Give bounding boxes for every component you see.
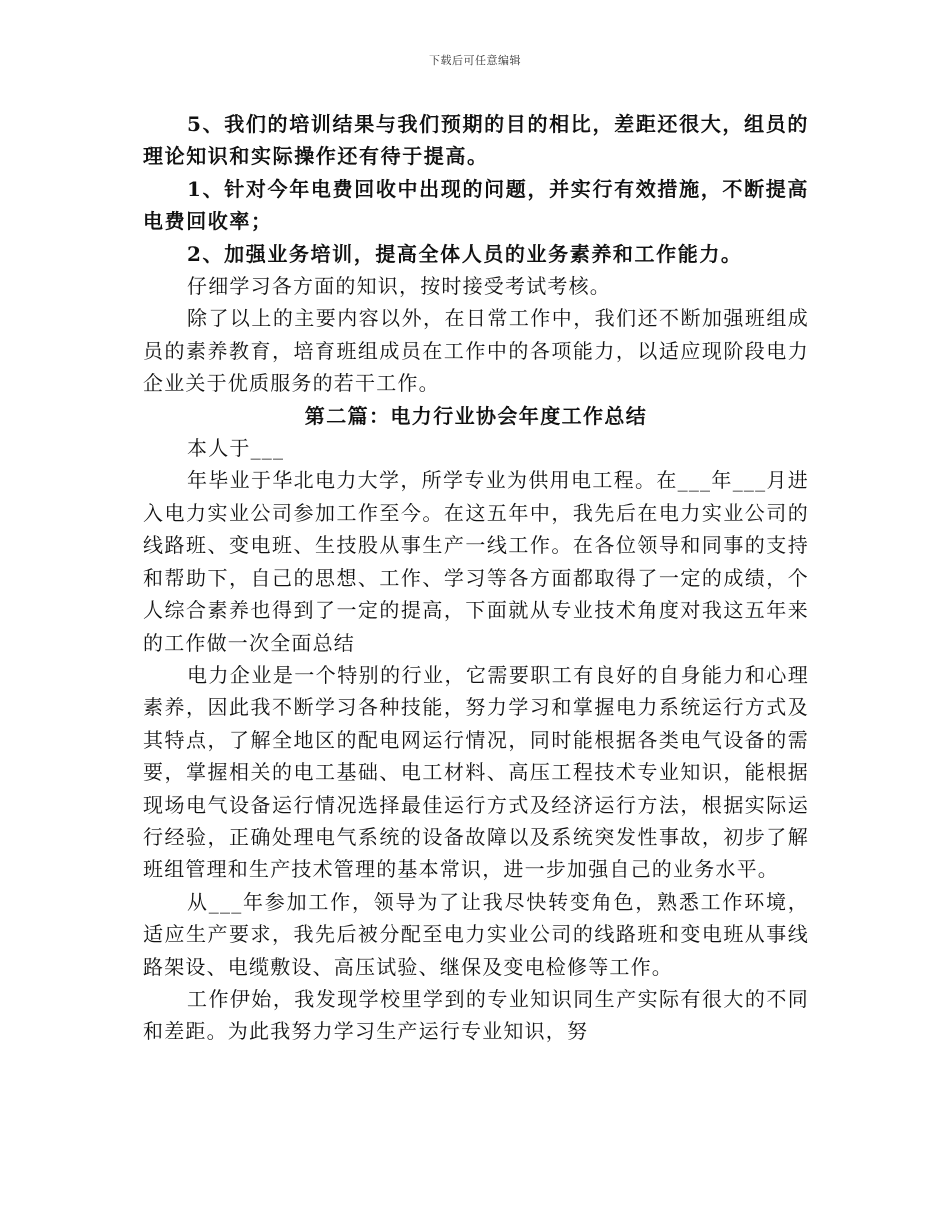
paragraph-graduation: 年毕业于华北电力大学，所学专业为供用电工程。在___年___月进入电力实业公司参加工作至今。在这五年中，我先后在电力实业公司的线路班、变电班、生技股从事生产一线工作。在各位领导和同事的支持和帮助下，自己的思想、工作、学习等各方面都取得了一定的成绩，个人综合素养也得到了一定的提高，下面就从专业技术角度对我这五年来的工作做一次全面总结 [143,468,809,655]
paragraph-training-gap: 5、我们的培训结果与我们预期的目的相比，差距还很大，组员的理论知识和实际操作还有待于提高。 [143,112,809,169]
paragraph-work-beginning: 工作伊始，我发现学校里学到的专业知识同生产实际有很大的不同和差距。为此我努力学习生产运行专业知识，努 [143,986,809,1044]
paragraph-business-training: 2、加强业务培训，提高全体人员的业务素养和工作能力。 [187,241,743,266]
page-header-note: 下载后可任意编辑 [429,54,521,67]
paragraph-intro-year: 本人于___ [187,436,285,461]
paragraph-study-knowledge: 仔细学习各方面的知识，按时接受考试考核。 [187,274,611,299]
paragraph-fee-recovery: 1、针对今年电费回收中出现的问题，并实行有效措施，不断提高电费回收率； [143,176,809,234]
document-body [143,108,809,1048]
paragraph-power-enterprise: 电力企业是一个特别的行业，它需要职工有良好的自身能力和心理素养，因此我不断学习各种技能，努力学习和掌握电力系统运行方式及其特点，了解全地区的配电网运行情况，同时能根据各类电气设备的需要，掌握相关的电工基础、电工材料、高压工程技术专业知识，能根据现场电气设备运行情况选择最佳运行方式及经济运行方法，根据实际运行经验，正确处理电气系统的设备故障以及系统突发性事故，初步了解班组管理和生产技术管理的基本常识，进一步加强自己的业务水平。 [143,662,809,882]
paragraph-daily-work: 除了以上的主要内容以外，在日常工作中，我们还不断加强班组成员的素养教育，培育班组成员在工作中的各项能力，以适应现阶段电力企业关于优质服务的若干工作。 [143,306,809,396]
paragraph-work-start: 从___年参加工作，领导为了让我尽快转变角色，熟悉工作环境，适应生产要求，我先后被分配至电力实业公司的线路班和变电班从事线路架设、电缆敷设、高压试验、继保及变电检修等工作。 [143,889,809,979]
section-heading: 第二篇：电力行业协会年度工作总结 [304,403,648,428]
